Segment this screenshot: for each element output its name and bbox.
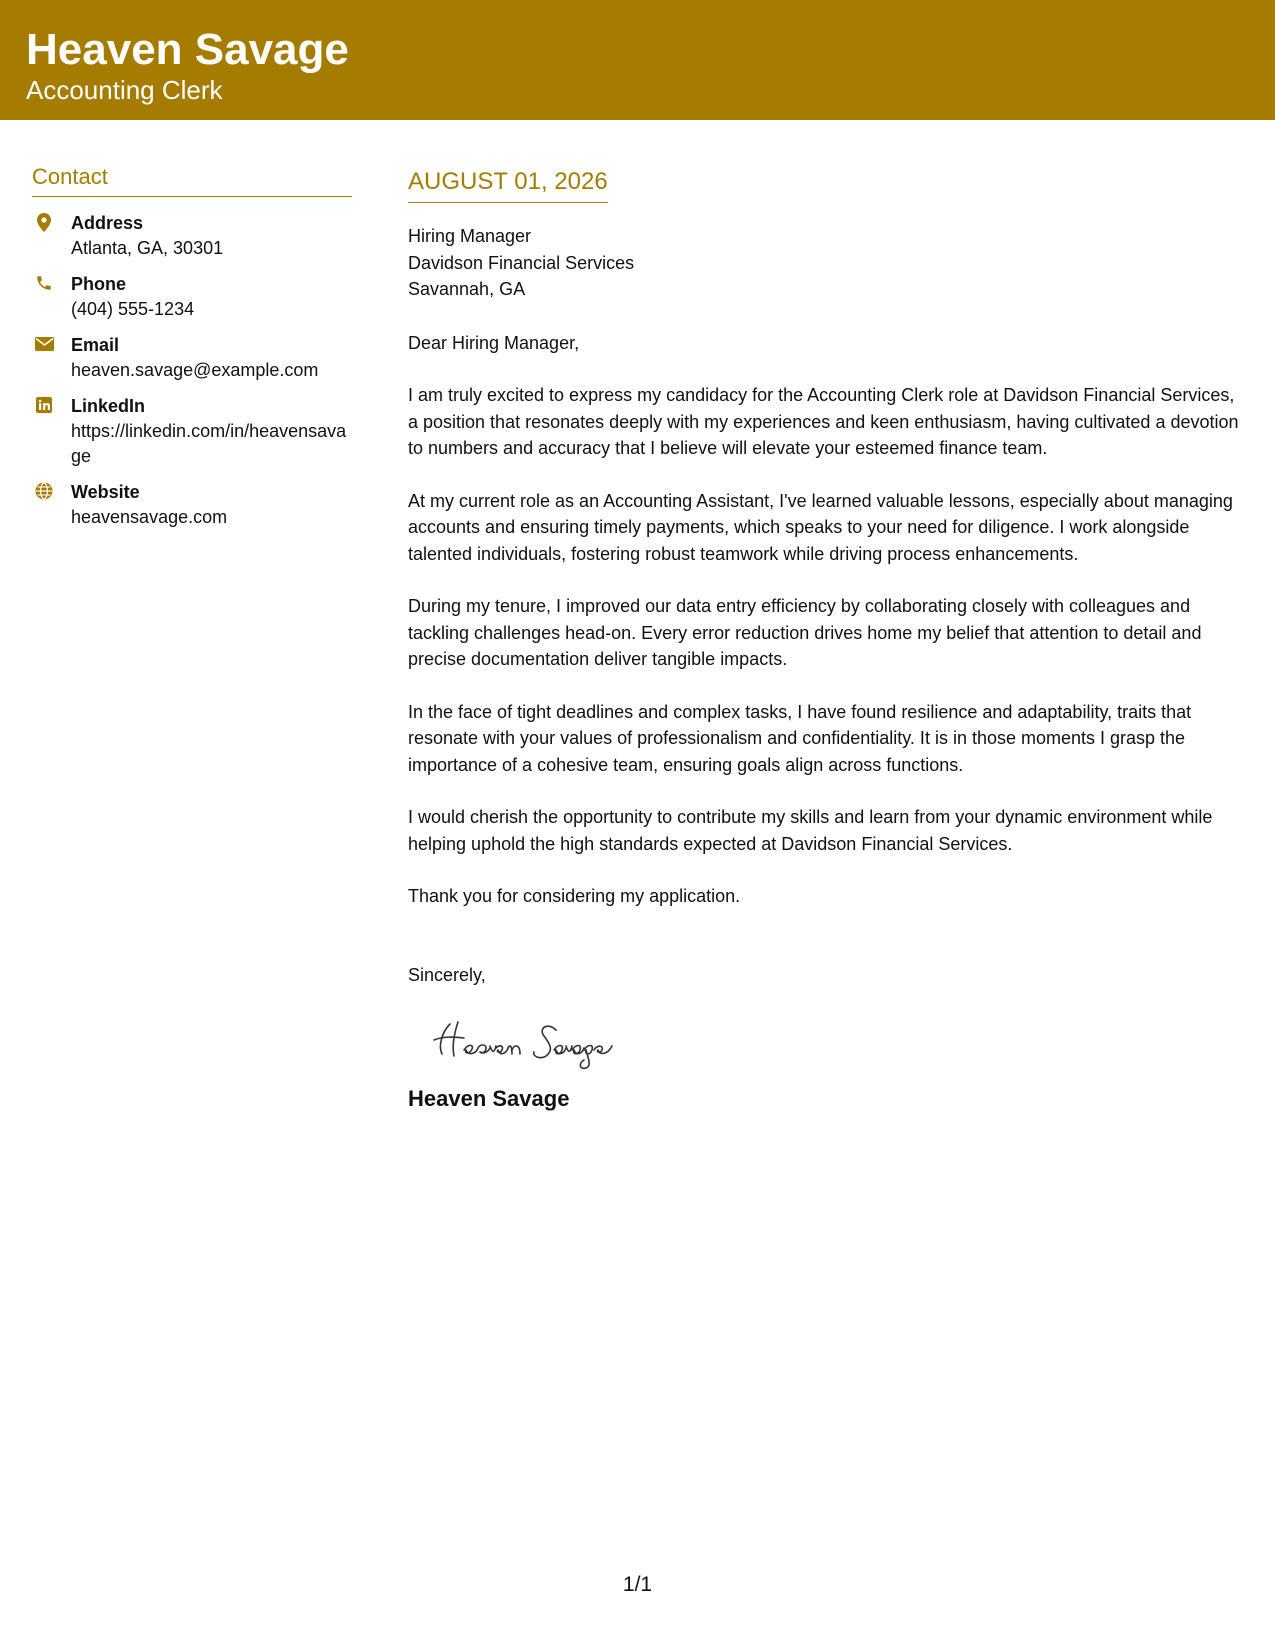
signer-name: Heaven Savage bbox=[408, 1086, 570, 1111]
contact-label: Website bbox=[71, 482, 140, 502]
envelope-icon bbox=[34, 334, 54, 354]
contact-item-website bbox=[32, 480, 352, 530]
page-number: 1/1 bbox=[622, 1573, 653, 1596]
applicant-title: Accounting Clerk bbox=[26, 75, 223, 105]
contact-value[interactable]: https://linkedin.com/in/heavensavage bbox=[71, 421, 347, 466]
recipient-line: Davidson Financial Services bbox=[408, 252, 635, 273]
handwritten-signature bbox=[428, 1010, 668, 1070]
letter-paragraph: Thank you for considering my application. bbox=[408, 886, 741, 906]
letter-paragraph: During my tenure, I improved our data entry efficiency by collaborating closely with colleagues and tackling challenges head-on. Every error reduction drives home my belief that attention to detail and precise documentation deliver tangible impacts. bbox=[408, 596, 1202, 669]
contact-value: heaven.savage@example.com bbox=[71, 360, 319, 380]
contact-label: Email bbox=[71, 335, 120, 355]
contact-item-phone bbox=[32, 272, 352, 322]
letter-paragraph: I am truly excited to express my candidacy for the Accounting Clerk role at Davidson Financial Services, a position that resonates deeply with my experiences and keen enthusiasm, having cultivated a devotion to numbers and accuracy that I believe will elevate your esteemed finance team. bbox=[408, 385, 1239, 458]
letter-body bbox=[408, 166, 1243, 1114]
contact-item-email bbox=[32, 333, 352, 383]
recipient-block bbox=[408, 223, 1243, 303]
globe-icon bbox=[34, 481, 54, 501]
contact-value[interactable]: heavensavage.com bbox=[71, 507, 228, 527]
recipient-line: Savannah, GA bbox=[408, 279, 526, 299]
salutation: Dear Hiring Manager, bbox=[408, 332, 580, 353]
recipient-line: Hiring Manager bbox=[408, 226, 532, 246]
contact-value: (404) 555-1234 bbox=[71, 299, 195, 319]
contact-heading: Contact bbox=[32, 160, 352, 197]
letter-paragraph: I would cherish the opportunity to contribute my skills and learn from your dynamic environment while helping uphold the high standards expected at Davidson Financial Services. bbox=[408, 807, 1213, 854]
letter-date: AUGUST 01, 2026 bbox=[408, 168, 608, 195]
header-banner bbox=[0, 0, 1275, 120]
contact-sidebar bbox=[32, 160, 352, 541]
linkedin-icon bbox=[34, 395, 54, 415]
contact-label: LinkedIn bbox=[71, 396, 146, 416]
contact-item-linkedin bbox=[32, 394, 352, 469]
contact-label: Address bbox=[71, 213, 144, 233]
contact-item-address bbox=[32, 211, 352, 261]
contact-label: Phone bbox=[71, 274, 127, 294]
phone-icon bbox=[34, 273, 54, 293]
letter-paragraph: In the face of tight deadlines and complex tasks, I have found resilience and adaptability, traits that resonate with your values of professionalism and confidentiality. It is in those moments I grasp the importance of a cohesive team, ensuring goals align across functions. bbox=[408, 701, 1192, 775]
applicant-name: Heaven Savage bbox=[26, 25, 349, 74]
letter-paragraph: At my current role as an Accounting Assistant, I've learned valuable lessons, especially about managing accounts and ensuring timely payments, which speaks to your need for diligence. I work alongside talented individuals, fostering robust teamwork while driving process enhancements. bbox=[408, 490, 1233, 564]
closing: Sincerely, bbox=[408, 964, 486, 985]
contact-value: Atlanta, GA, 30301 bbox=[71, 238, 224, 258]
map-pin-icon bbox=[34, 212, 54, 232]
date-block bbox=[408, 166, 608, 203]
